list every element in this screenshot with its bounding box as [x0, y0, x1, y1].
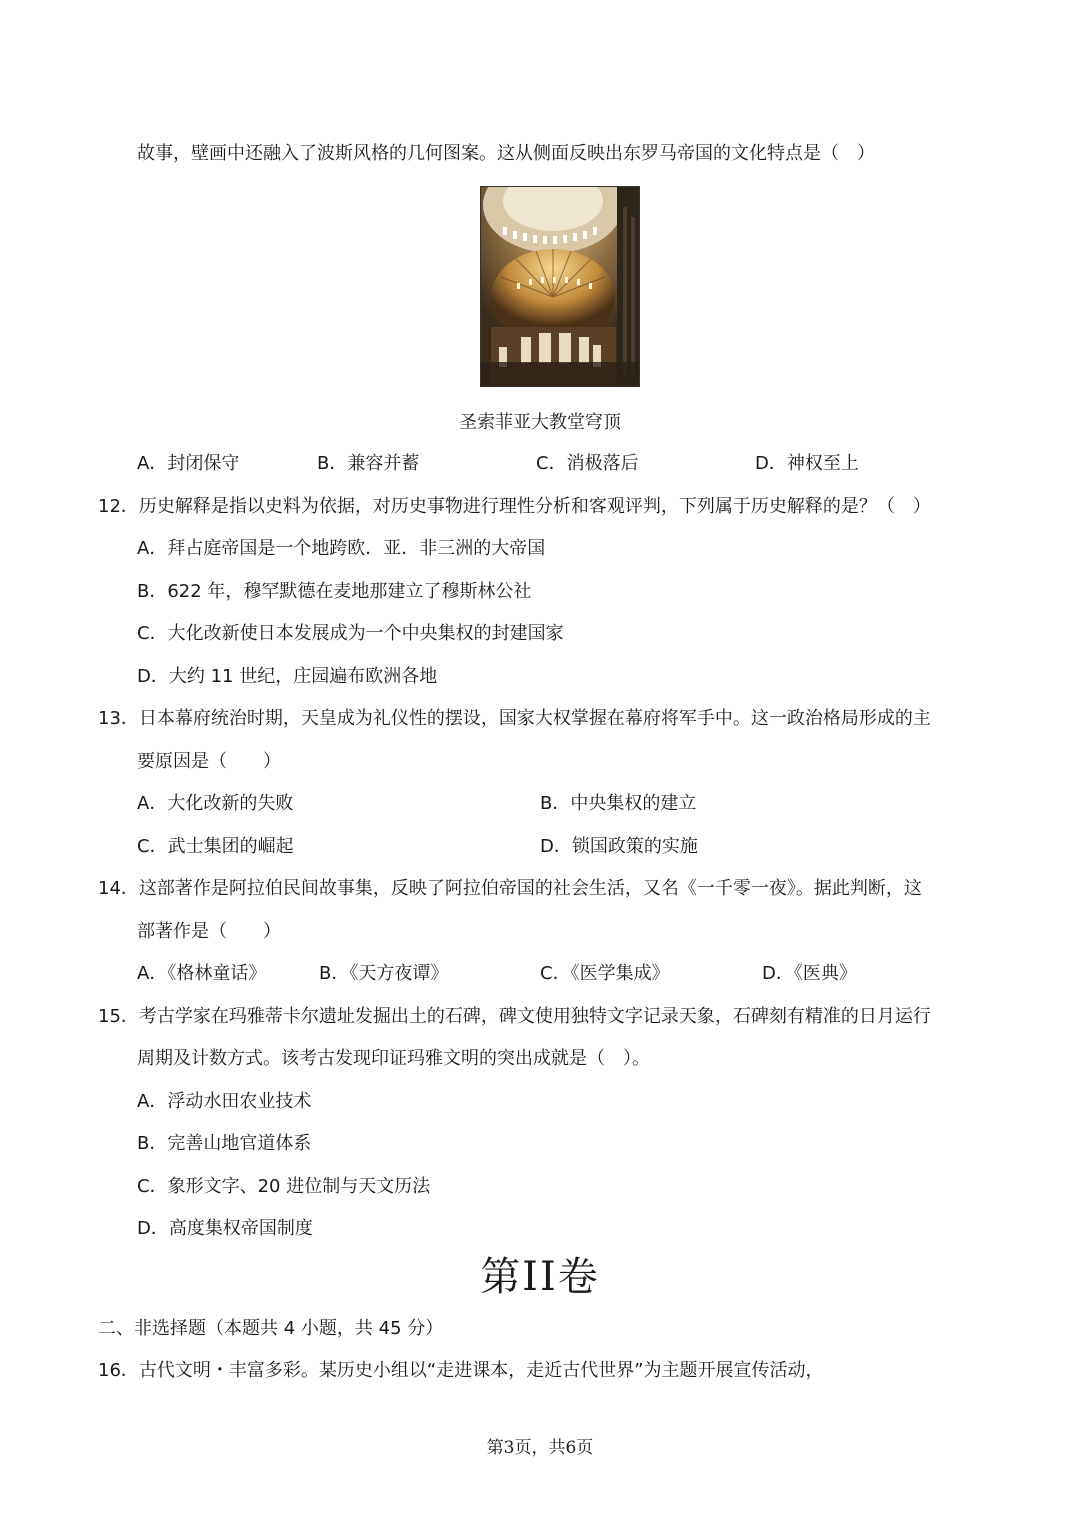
q15-option-a[interactable]: A．浮动水田农业技术 — [137, 1091, 312, 1112]
q15-option-d[interactable]: D．高度集权帝国制度 — [137, 1218, 313, 1239]
q15-text-line2: 周期及计数方式。该考古发现印证玛雅文明的突出成就是（ ）。 — [137, 1048, 650, 1069]
q12-option-d[interactable]: D．大约 11 世纪，庄园遍布欧洲各地 — [137, 666, 438, 687]
q14-option-a[interactable]: A．《格林童话》 — [137, 963, 267, 984]
q11-option-d[interactable]: D．神权至上 — [755, 453, 859, 474]
q14-option-d[interactable]: D．《医典》 — [762, 963, 857, 984]
q15-option-b[interactable]: B．完善山地官道体系 — [137, 1133, 312, 1154]
q15-text-line1: 考古学家在玛雅蒂卡尔遗址发掘出土的石碑，碑文使用独特文字记录天象，石碑刻有精准的日月运行 — [138, 1006, 931, 1027]
q12-option-a[interactable]: A．拜占庭帝国是一个地跨欧．亚．非三洲的大帝国 — [137, 538, 546, 559]
page-footer: 第3页，共6页 — [486, 1438, 594, 1458]
q13-option-c[interactable]: C．武士集团的崛起 — [137, 836, 294, 857]
q12-option-b[interactable]: B．622 年，穆罕默德在麦地那建立了穆斯林公社 — [137, 581, 532, 602]
q15-option-c[interactable]: C．象形文字、20 进位制与天文历法 — [137, 1176, 431, 1197]
dome-photo-icon — [481, 187, 639, 386]
figure-caption: 圣索菲亚大教堂穹顶 — [459, 412, 621, 433]
q14-text-line1: 这部著作是阿拉伯民间故事集，反映了阿拉伯帝国的社会生活，又名《一千零一夜》。据此判断，这 — [138, 878, 922, 899]
q11-option-b[interactable]: B．兼容并蓄 — [317, 453, 420, 474]
q12-number: 12． — [98, 496, 139, 517]
dome-photo — [480, 186, 640, 387]
q13-text-line2: 要原因是（ ） — [137, 751, 281, 772]
q16-stem — [98, 1358, 824, 1384]
q12-stem — [98, 494, 931, 520]
q14-option-b[interactable]: B．《天方夜谭》 — [319, 963, 449, 984]
q13-stem — [98, 706, 931, 732]
q12-option-c[interactable]: C．大化改新使日本发展成为一个中央集权的封建国家 — [137, 623, 564, 644]
q13-option-d[interactable]: D．锁国政策的实施 — [540, 836, 698, 857]
q15-number: 15． — [98, 1006, 139, 1027]
q11-option-a[interactable]: A．封闭保守 — [137, 453, 240, 474]
q11-stem-tail: 故事，壁画中还融入了波斯风格的几何图案。这从侧面反映出东罗马帝国的文化特点是（ ） — [137, 143, 875, 164]
q16-number: 16． — [98, 1360, 139, 1381]
q13-option-b[interactable]: B．中央集权的建立 — [540, 793, 697, 814]
part2-heading: 二、非选择题（本题共 4 小题，共 45 分） — [98, 1318, 444, 1339]
q13-text-line1: 日本幕府统治时期，天皇成为礼仪性的摆设，国家大权掌握在幕府将军手中。这一政治格局形成的主 — [138, 708, 931, 729]
q16-text: 古代文明・丰富多彩。某历史小组以“走进课本，走近古代世界”为主题开展宣传活动， — [138, 1360, 824, 1381]
q11-option-c[interactable]: C．消极落后 — [536, 453, 639, 474]
q14-option-c[interactable]: C．《医学集成》 — [540, 963, 670, 984]
q13-number: 13． — [98, 708, 139, 729]
q14-text-line2: 部著作是（ ） — [137, 921, 281, 942]
q14-number: 14． — [98, 878, 139, 899]
q14-stem — [98, 876, 922, 902]
q15-stem — [98, 1004, 931, 1030]
section-title: 第II卷 — [480, 1254, 600, 1300]
q13-option-a[interactable]: A．大化改新的失败 — [137, 793, 294, 814]
q12-text: 历史解释是指以史料为依据，对历史事物进行理性分析和客观评判，下列属于历史解释的是？（ ） — [138, 496, 931, 517]
